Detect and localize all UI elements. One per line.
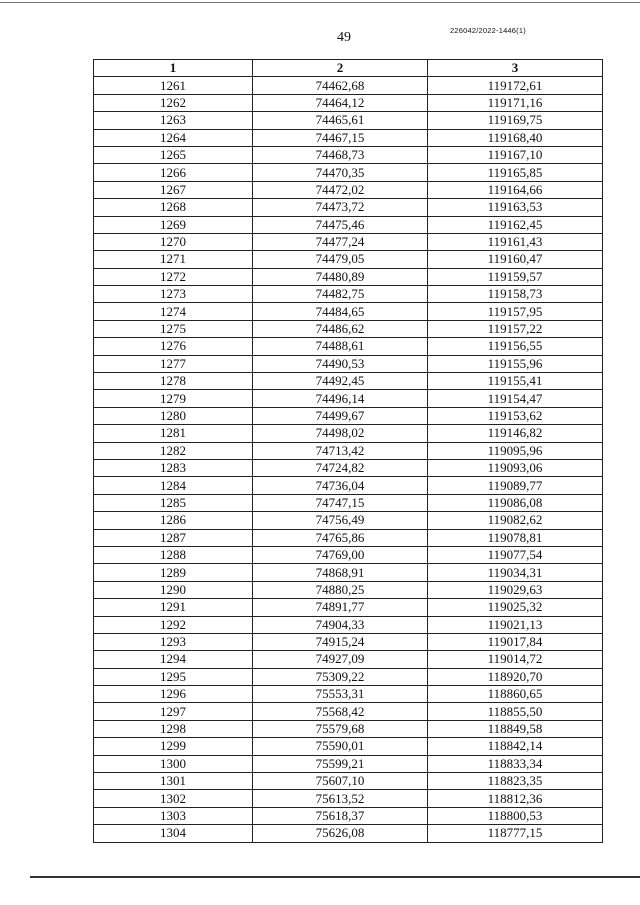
x-coordinate-cell: 74492,45 — [253, 373, 428, 390]
page-number: 49 — [337, 30, 351, 45]
y-coordinate-cell: 119155,96 — [428, 355, 603, 372]
table-row — [94, 303, 603, 320]
x-coordinate-cell: 75607,10 — [253, 773, 428, 790]
table-row — [94, 651, 603, 668]
point-number-cell: 1294 — [94, 651, 253, 668]
point-number-cell: 1274 — [94, 303, 253, 320]
point-number-cell: 1286 — [94, 512, 253, 529]
x-coordinate-cell: 74470,35 — [253, 164, 428, 181]
point-number-cell: 1282 — [94, 442, 253, 459]
point-number-cell: 1284 — [94, 477, 253, 494]
table-row — [94, 738, 603, 755]
x-coordinate-cell: 74486,62 — [253, 320, 428, 337]
point-number-cell: 1297 — [94, 703, 253, 720]
table-row — [94, 268, 603, 285]
x-coordinate-cell: 74480,89 — [253, 268, 428, 285]
point-number-cell: 1267 — [94, 181, 253, 198]
table-row — [94, 807, 603, 824]
point-number-cell: 1285 — [94, 494, 253, 511]
table-row — [94, 390, 603, 407]
y-coordinate-cell: 119171,16 — [428, 94, 603, 111]
table-row — [94, 407, 603, 424]
point-number-cell: 1270 — [94, 233, 253, 250]
x-coordinate-cell: 74724,82 — [253, 459, 428, 476]
column-header-2: 2 — [253, 60, 428, 77]
x-coordinate-cell: 74479,05 — [253, 251, 428, 268]
point-number-cell: 1291 — [94, 599, 253, 616]
x-coordinate-cell: 74473,72 — [253, 199, 428, 216]
point-number-cell: 1272 — [94, 268, 253, 285]
table-row — [94, 425, 603, 442]
point-number-cell: 1264 — [94, 129, 253, 146]
y-coordinate-cell: 119034,31 — [428, 564, 603, 581]
x-coordinate-cell: 74468,73 — [253, 146, 428, 163]
y-coordinate-cell: 118823,35 — [428, 773, 603, 790]
x-coordinate-cell: 74475,46 — [253, 216, 428, 233]
document-reference: 226042/2022-1446(1) — [450, 26, 526, 35]
x-coordinate-cell: 74927,09 — [253, 651, 428, 668]
x-coordinate-cell: 74736,04 — [253, 477, 428, 494]
table-row — [94, 581, 603, 598]
y-coordinate-cell: 119167,10 — [428, 146, 603, 163]
point-number-cell: 1295 — [94, 668, 253, 685]
x-coordinate-cell: 74915,24 — [253, 633, 428, 650]
y-coordinate-cell: 119082,62 — [428, 512, 603, 529]
y-coordinate-cell: 118920,70 — [428, 668, 603, 685]
x-coordinate-cell: 75579,68 — [253, 720, 428, 737]
table-row — [94, 77, 603, 94]
point-number-cell: 1277 — [94, 355, 253, 372]
y-coordinate-cell: 118833,34 — [428, 755, 603, 772]
table-row — [94, 251, 603, 268]
x-coordinate-cell: 74488,61 — [253, 338, 428, 355]
table-row — [94, 773, 603, 790]
y-coordinate-cell: 119172,61 — [428, 77, 603, 94]
point-number-cell: 1299 — [94, 738, 253, 755]
table-row — [94, 633, 603, 650]
x-coordinate-cell: 74904,33 — [253, 616, 428, 633]
point-number-cell: 1288 — [94, 546, 253, 563]
y-coordinate-cell: 119025,32 — [428, 599, 603, 616]
x-coordinate-cell: 75590,01 — [253, 738, 428, 755]
y-coordinate-cell: 119155,41 — [428, 373, 603, 390]
x-coordinate-cell: 74769,00 — [253, 546, 428, 563]
x-coordinate-cell: 75599,21 — [253, 755, 428, 772]
table-row — [94, 477, 603, 494]
x-coordinate-cell: 74467,15 — [253, 129, 428, 146]
table-row — [94, 373, 603, 390]
x-coordinate-cell: 75626,08 — [253, 825, 428, 842]
point-number-cell: 1302 — [94, 790, 253, 807]
coordinates-table — [93, 59, 603, 843]
y-coordinate-cell: 119163,53 — [428, 199, 603, 216]
table-row — [94, 720, 603, 737]
point-number-cell: 1290 — [94, 581, 253, 598]
table-row — [94, 164, 603, 181]
table-row — [94, 112, 603, 129]
y-coordinate-cell: 119021,13 — [428, 616, 603, 633]
y-coordinate-cell: 119160,47 — [428, 251, 603, 268]
y-coordinate-cell: 119153,62 — [428, 407, 603, 424]
table-row — [94, 199, 603, 216]
point-number-cell: 1261 — [94, 77, 253, 94]
table-row — [94, 529, 603, 546]
x-coordinate-cell: 75568,42 — [253, 703, 428, 720]
y-coordinate-cell: 118800,53 — [428, 807, 603, 824]
point-number-cell: 1298 — [94, 720, 253, 737]
y-coordinate-cell: 119146,82 — [428, 425, 603, 442]
table-row — [94, 338, 603, 355]
y-coordinate-cell: 119156,55 — [428, 338, 603, 355]
point-number-cell: 1283 — [94, 459, 253, 476]
y-coordinate-cell: 119165,85 — [428, 164, 603, 181]
point-number-cell: 1263 — [94, 112, 253, 129]
point-number-cell: 1303 — [94, 807, 253, 824]
x-coordinate-cell: 74868,91 — [253, 564, 428, 581]
table-row — [94, 442, 603, 459]
x-coordinate-cell: 74498,02 — [253, 425, 428, 442]
x-coordinate-cell: 75618,37 — [253, 807, 428, 824]
bottom-page-rule — [30, 876, 640, 878]
table-row — [94, 564, 603, 581]
point-number-cell: 1271 — [94, 251, 253, 268]
y-coordinate-cell: 119014,72 — [428, 651, 603, 668]
table-row — [94, 459, 603, 476]
y-coordinate-cell: 119159,57 — [428, 268, 603, 285]
y-coordinate-cell: 119154,47 — [428, 390, 603, 407]
point-number-cell: 1280 — [94, 407, 253, 424]
y-coordinate-cell: 119078,81 — [428, 529, 603, 546]
point-number-cell: 1268 — [94, 199, 253, 216]
y-coordinate-cell: 118849,58 — [428, 720, 603, 737]
y-coordinate-cell: 119086,08 — [428, 494, 603, 511]
table-row — [94, 286, 603, 303]
point-number-cell: 1301 — [94, 773, 253, 790]
y-coordinate-cell: 119164,66 — [428, 181, 603, 198]
table-row — [94, 233, 603, 250]
y-coordinate-cell: 119089,77 — [428, 477, 603, 494]
x-coordinate-cell: 74713,42 — [253, 442, 428, 459]
point-number-cell: 1276 — [94, 338, 253, 355]
table-row — [94, 512, 603, 529]
x-coordinate-cell: 74756,49 — [253, 512, 428, 529]
y-coordinate-cell: 119077,54 — [428, 546, 603, 563]
y-coordinate-cell: 119093,06 — [428, 459, 603, 476]
x-coordinate-cell: 74496,14 — [253, 390, 428, 407]
y-coordinate-cell: 119162,45 — [428, 216, 603, 233]
y-coordinate-cell: 118860,65 — [428, 686, 603, 703]
y-coordinate-cell: 118842,14 — [428, 738, 603, 755]
point-number-cell: 1275 — [94, 320, 253, 337]
x-coordinate-cell: 74747,15 — [253, 494, 428, 511]
table-row — [94, 129, 603, 146]
column-header-1: 1 — [94, 60, 253, 77]
x-coordinate-cell: 75553,31 — [253, 686, 428, 703]
table-row — [94, 546, 603, 563]
table-row — [94, 616, 603, 633]
point-number-cell: 1262 — [94, 94, 253, 111]
point-number-cell: 1292 — [94, 616, 253, 633]
x-coordinate-cell: 74484,65 — [253, 303, 428, 320]
table-row — [94, 216, 603, 233]
y-coordinate-cell: 119029,63 — [428, 581, 603, 598]
point-number-cell: 1300 — [94, 755, 253, 772]
point-number-cell: 1296 — [94, 686, 253, 703]
point-number-cell: 1278 — [94, 373, 253, 390]
point-number-cell: 1266 — [94, 164, 253, 181]
x-coordinate-cell: 74477,24 — [253, 233, 428, 250]
x-coordinate-cell: 75613,52 — [253, 790, 428, 807]
x-coordinate-cell: 74482,75 — [253, 286, 428, 303]
x-coordinate-cell: 74462,68 — [253, 77, 428, 94]
table-row — [94, 790, 603, 807]
point-number-cell: 1265 — [94, 146, 253, 163]
table-row — [94, 825, 603, 842]
point-number-cell: 1273 — [94, 286, 253, 303]
table-row — [94, 703, 603, 720]
y-coordinate-cell: 119095,96 — [428, 442, 603, 459]
point-number-cell: 1281 — [94, 425, 253, 442]
table-row — [94, 668, 603, 685]
table-header-row — [94, 60, 603, 77]
point-number-cell: 1304 — [94, 825, 253, 842]
table-row — [94, 686, 603, 703]
x-coordinate-cell: 74891,77 — [253, 599, 428, 616]
column-header-3: 3 — [428, 60, 603, 77]
y-coordinate-cell: 119168,40 — [428, 129, 603, 146]
y-coordinate-cell: 119157,95 — [428, 303, 603, 320]
x-coordinate-cell: 74465,61 — [253, 112, 428, 129]
x-coordinate-cell: 74880,25 — [253, 581, 428, 598]
table-row — [94, 94, 603, 111]
y-coordinate-cell: 119161,43 — [428, 233, 603, 250]
table-row — [94, 355, 603, 372]
table-row — [94, 146, 603, 163]
table-row — [94, 320, 603, 337]
y-coordinate-cell: 119169,75 — [428, 112, 603, 129]
y-coordinate-cell: 118812,36 — [428, 790, 603, 807]
point-number-cell: 1279 — [94, 390, 253, 407]
x-coordinate-cell: 75309,22 — [253, 668, 428, 685]
y-coordinate-cell: 119157,22 — [428, 320, 603, 337]
top-page-rule — [0, 2, 640, 3]
y-coordinate-cell: 119158,73 — [428, 286, 603, 303]
point-number-cell: 1293 — [94, 633, 253, 650]
table-body — [94, 77, 603, 842]
point-number-cell: 1269 — [94, 216, 253, 233]
x-coordinate-cell: 74765,86 — [253, 529, 428, 546]
table-row — [94, 755, 603, 772]
x-coordinate-cell: 74499,67 — [253, 407, 428, 424]
point-number-cell: 1289 — [94, 564, 253, 581]
x-coordinate-cell: 74464,12 — [253, 94, 428, 111]
y-coordinate-cell: 118777,15 — [428, 825, 603, 842]
y-coordinate-cell: 118855,50 — [428, 703, 603, 720]
y-coordinate-cell: 119017,84 — [428, 633, 603, 650]
table-row — [94, 494, 603, 511]
x-coordinate-cell: 74472,02 — [253, 181, 428, 198]
table-row — [94, 599, 603, 616]
x-coordinate-cell: 74490,53 — [253, 355, 428, 372]
point-number-cell: 1287 — [94, 529, 253, 546]
table-row — [94, 181, 603, 198]
